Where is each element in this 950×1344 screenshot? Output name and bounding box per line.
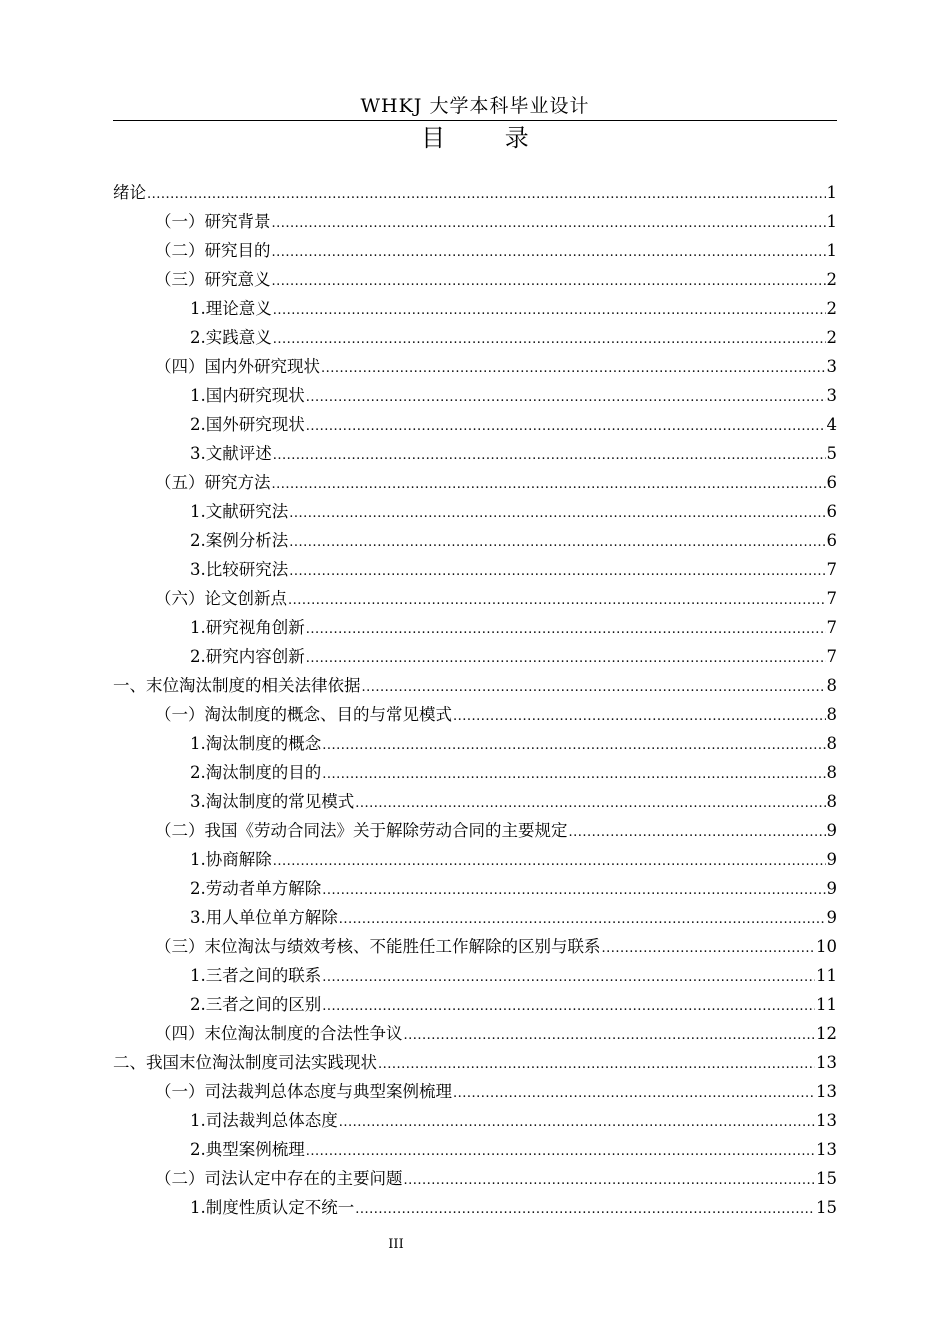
toc-entry-page: 12 bbox=[816, 1024, 837, 1043]
toc-entry-page: 7 bbox=[826, 618, 837, 637]
toc-entry-page: 9 bbox=[826, 821, 837, 840]
toc-title: 目 录 bbox=[421, 124, 555, 152]
dot-leader bbox=[273, 847, 826, 876]
dot-leader bbox=[147, 180, 826, 209]
toc-entry-page: 1 bbox=[826, 183, 837, 202]
dot-leader bbox=[272, 209, 826, 238]
dot-leader bbox=[322, 876, 825, 905]
toc-entry-label: 1.协商解除 bbox=[190, 850, 272, 869]
dot-leader bbox=[321, 354, 826, 383]
toc-entry-page: 9 bbox=[826, 879, 837, 898]
toc-entry-page: 2 bbox=[826, 328, 837, 347]
toc-entry-label: 3.用人单位单方解除 bbox=[190, 908, 338, 927]
header-divider bbox=[113, 120, 837, 121]
toc-entry-label: 2.案例分析法 bbox=[190, 531, 289, 550]
toc-entry-label: 1.制度性质认定不统一 bbox=[190, 1198, 355, 1217]
toc-entry-page: 13 bbox=[816, 1082, 837, 1101]
toc-entry-label: （四）国内外研究现状 bbox=[155, 357, 320, 376]
page-number: III bbox=[388, 1237, 404, 1252]
toc-entry-page: 3 bbox=[826, 357, 837, 376]
toc-entry-page: 2 bbox=[826, 270, 837, 289]
dot-leader bbox=[322, 731, 825, 760]
dot-leader bbox=[306, 383, 826, 412]
dot-leader bbox=[306, 412, 826, 441]
toc-entry[interactable] bbox=[113, 642, 837, 671]
dot-leader bbox=[306, 1137, 815, 1166]
toc-entry[interactable] bbox=[113, 1077, 837, 1106]
dot-leader bbox=[273, 296, 826, 325]
toc-entry-label: 2.三者之间的区别 bbox=[190, 995, 322, 1014]
toc-entry[interactable] bbox=[113, 584, 837, 613]
toc-entry-label: 1.淘汰制度的概念 bbox=[190, 734, 322, 753]
toc-entry-page: 10 bbox=[816, 937, 837, 956]
toc-entry[interactable] bbox=[113, 816, 837, 845]
toc-entry-label: 2.淘汰制度的目的 bbox=[190, 763, 322, 782]
toc-entry-page: 6 bbox=[826, 473, 837, 492]
toc-entry-label: （二）研究目的 bbox=[155, 241, 271, 260]
dot-leader bbox=[453, 1079, 815, 1108]
toc-entry[interactable] bbox=[113, 1106, 837, 1135]
toc-entry[interactable] bbox=[113, 497, 837, 526]
dot-leader bbox=[289, 528, 825, 557]
toc-entry-page: 8 bbox=[826, 734, 837, 753]
dot-leader bbox=[288, 586, 826, 615]
toc-entry[interactable] bbox=[113, 787, 837, 816]
dot-leader bbox=[355, 1195, 815, 1224]
toc-entry[interactable] bbox=[113, 555, 837, 584]
toc-entry-label: 2.劳动者单方解除 bbox=[190, 879, 322, 898]
toc-entry[interactable] bbox=[113, 410, 837, 439]
dot-leader bbox=[273, 441, 826, 470]
dot-leader bbox=[289, 499, 825, 528]
toc-entry-page: 15 bbox=[816, 1169, 837, 1188]
toc-entry-page: 13 bbox=[816, 1053, 837, 1072]
toc-entry[interactable] bbox=[113, 1135, 837, 1164]
toc-entry[interactable] bbox=[113, 265, 837, 294]
toc-entry[interactable] bbox=[113, 671, 837, 700]
dot-leader bbox=[569, 818, 826, 847]
toc-entry-label: 1.理论意义 bbox=[190, 299, 272, 318]
toc-entry-label: （二）我国《劳动合同法》关于解除劳动合同的主要规定 bbox=[155, 821, 568, 840]
dot-leader bbox=[272, 470, 826, 499]
toc-entry-page: 7 bbox=[826, 647, 837, 666]
toc-entry-label: 3.比较研究法 bbox=[190, 560, 289, 579]
toc-entry-label: 1.研究视角创新 bbox=[190, 618, 305, 637]
toc-entry-page: 13 bbox=[816, 1111, 837, 1130]
toc-entry-page: 8 bbox=[826, 676, 837, 695]
toc-entry-label: 一、末位淘汰制度的相关法律依据 bbox=[113, 676, 361, 695]
toc-entry[interactable] bbox=[113, 961, 837, 990]
toc-entry[interactable] bbox=[113, 903, 837, 932]
toc-entry[interactable] bbox=[113, 1048, 837, 1077]
table-of-contents bbox=[113, 178, 837, 1222]
toc-entry[interactable] bbox=[113, 613, 837, 642]
toc-entry-label: 2.典型案例梳理 bbox=[190, 1140, 305, 1159]
toc-entry[interactable] bbox=[113, 874, 837, 903]
toc-entry-page: 11 bbox=[816, 966, 837, 985]
toc-entry-page: 3 bbox=[826, 386, 837, 405]
dot-leader bbox=[404, 1021, 816, 1050]
dot-leader bbox=[289, 557, 825, 586]
toc-entry[interactable] bbox=[113, 526, 837, 555]
toc-entry[interactable] bbox=[113, 700, 837, 729]
dot-leader bbox=[362, 673, 826, 702]
toc-entry-label: 绪论 bbox=[113, 183, 146, 202]
toc-entry-label: 1.文献研究法 bbox=[190, 502, 289, 521]
toc-entry-label: 1.三者之间的联系 bbox=[190, 966, 322, 985]
dot-leader bbox=[453, 702, 826, 731]
toc-entry[interactable] bbox=[113, 1193, 837, 1222]
toc-entry-page: 9 bbox=[826, 850, 837, 869]
toc-entry-page: 6 bbox=[826, 502, 837, 521]
dot-leader bbox=[378, 1050, 815, 1079]
toc-entry[interactable] bbox=[113, 845, 837, 874]
toc-entry-page: 7 bbox=[826, 589, 837, 608]
dot-leader bbox=[339, 1108, 815, 1137]
dot-leader bbox=[322, 963, 815, 992]
toc-entry-label: 3.文献评述 bbox=[190, 444, 272, 463]
toc-entry-label: （四）末位淘汰制度的合法性争议 bbox=[155, 1024, 403, 1043]
dot-leader bbox=[306, 644, 826, 673]
dot-leader bbox=[322, 992, 815, 1021]
toc-entry[interactable] bbox=[113, 758, 837, 787]
dot-leader bbox=[273, 325, 826, 354]
toc-entry[interactable] bbox=[113, 439, 837, 468]
toc-entry[interactable] bbox=[113, 729, 837, 758]
dot-leader bbox=[404, 1166, 816, 1195]
toc-entry-page: 8 bbox=[826, 792, 837, 811]
toc-entry-page: 11 bbox=[816, 995, 837, 1014]
dot-leader bbox=[272, 238, 826, 267]
toc-entry-page: 8 bbox=[826, 705, 837, 724]
toc-entry[interactable] bbox=[113, 207, 837, 236]
toc-entry-label: （一）司法裁判总体态度与典型案例梳理 bbox=[155, 1082, 452, 1101]
toc-entry[interactable] bbox=[113, 990, 837, 1019]
dot-leader bbox=[272, 267, 826, 296]
toc-entry-page: 6 bbox=[826, 531, 837, 550]
toc-entry-label: 1.国内研究现状 bbox=[190, 386, 305, 405]
toc-entry-label: 3.淘汰制度的常见模式 bbox=[190, 792, 355, 811]
toc-entry[interactable] bbox=[113, 352, 837, 381]
toc-entry-page: 1 bbox=[826, 212, 837, 231]
toc-entry[interactable] bbox=[113, 323, 837, 352]
dot-leader bbox=[602, 934, 816, 963]
toc-entry-label: （三）研究意义 bbox=[155, 270, 271, 289]
toc-entry-label: （二）司法认定中存在的主要问题 bbox=[155, 1169, 403, 1188]
toc-entry-label: 2.国外研究现状 bbox=[190, 415, 305, 434]
toc-entry[interactable] bbox=[113, 932, 837, 961]
toc-entry-page: 13 bbox=[816, 1140, 837, 1159]
toc-entry[interactable] bbox=[113, 1164, 837, 1193]
toc-entry[interactable] bbox=[113, 1019, 837, 1048]
toc-entry-label: （一）淘汰制度的概念、目的与常见模式 bbox=[155, 705, 452, 724]
toc-entry-page: 7 bbox=[826, 560, 837, 579]
dot-leader bbox=[339, 905, 826, 934]
toc-entry-label: 2.研究内容创新 bbox=[190, 647, 305, 666]
toc-entry-label: （五）研究方法 bbox=[155, 473, 271, 492]
toc-entry-page: 8 bbox=[826, 763, 837, 782]
toc-entry[interactable] bbox=[113, 178, 837, 207]
toc-entry[interactable] bbox=[113, 468, 837, 497]
toc-entry-page: 1 bbox=[826, 241, 837, 260]
toc-entry-label: 二、我国末位淘汰制度司法实践现状 bbox=[113, 1053, 377, 1072]
toc-entry-label: 1.司法裁判总体态度 bbox=[190, 1111, 338, 1130]
toc-entry-label: 2.实践意义 bbox=[190, 328, 272, 347]
page-header: WHKJ 大学本科毕业设计 bbox=[360, 95, 590, 117]
toc-entry-label: （六）论文创新点 bbox=[155, 589, 287, 608]
dot-leader bbox=[322, 760, 825, 789]
toc-entry-page: 9 bbox=[826, 908, 837, 927]
toc-entry-page: 2 bbox=[826, 299, 837, 318]
toc-entry[interactable] bbox=[113, 294, 837, 323]
toc-entry-label: （三）末位淘汰与绩效考核、不能胜任工作解除的区别与联系 bbox=[155, 937, 601, 956]
toc-entry[interactable] bbox=[113, 381, 837, 410]
toc-entry[interactable] bbox=[113, 236, 837, 265]
toc-entry-page: 15 bbox=[816, 1198, 837, 1217]
toc-entry-page: 5 bbox=[826, 444, 837, 463]
toc-entry-page: 4 bbox=[826, 415, 837, 434]
toc-entry-label: （一）研究背景 bbox=[155, 212, 271, 231]
dot-leader bbox=[306, 615, 826, 644]
dot-leader bbox=[355, 789, 825, 818]
